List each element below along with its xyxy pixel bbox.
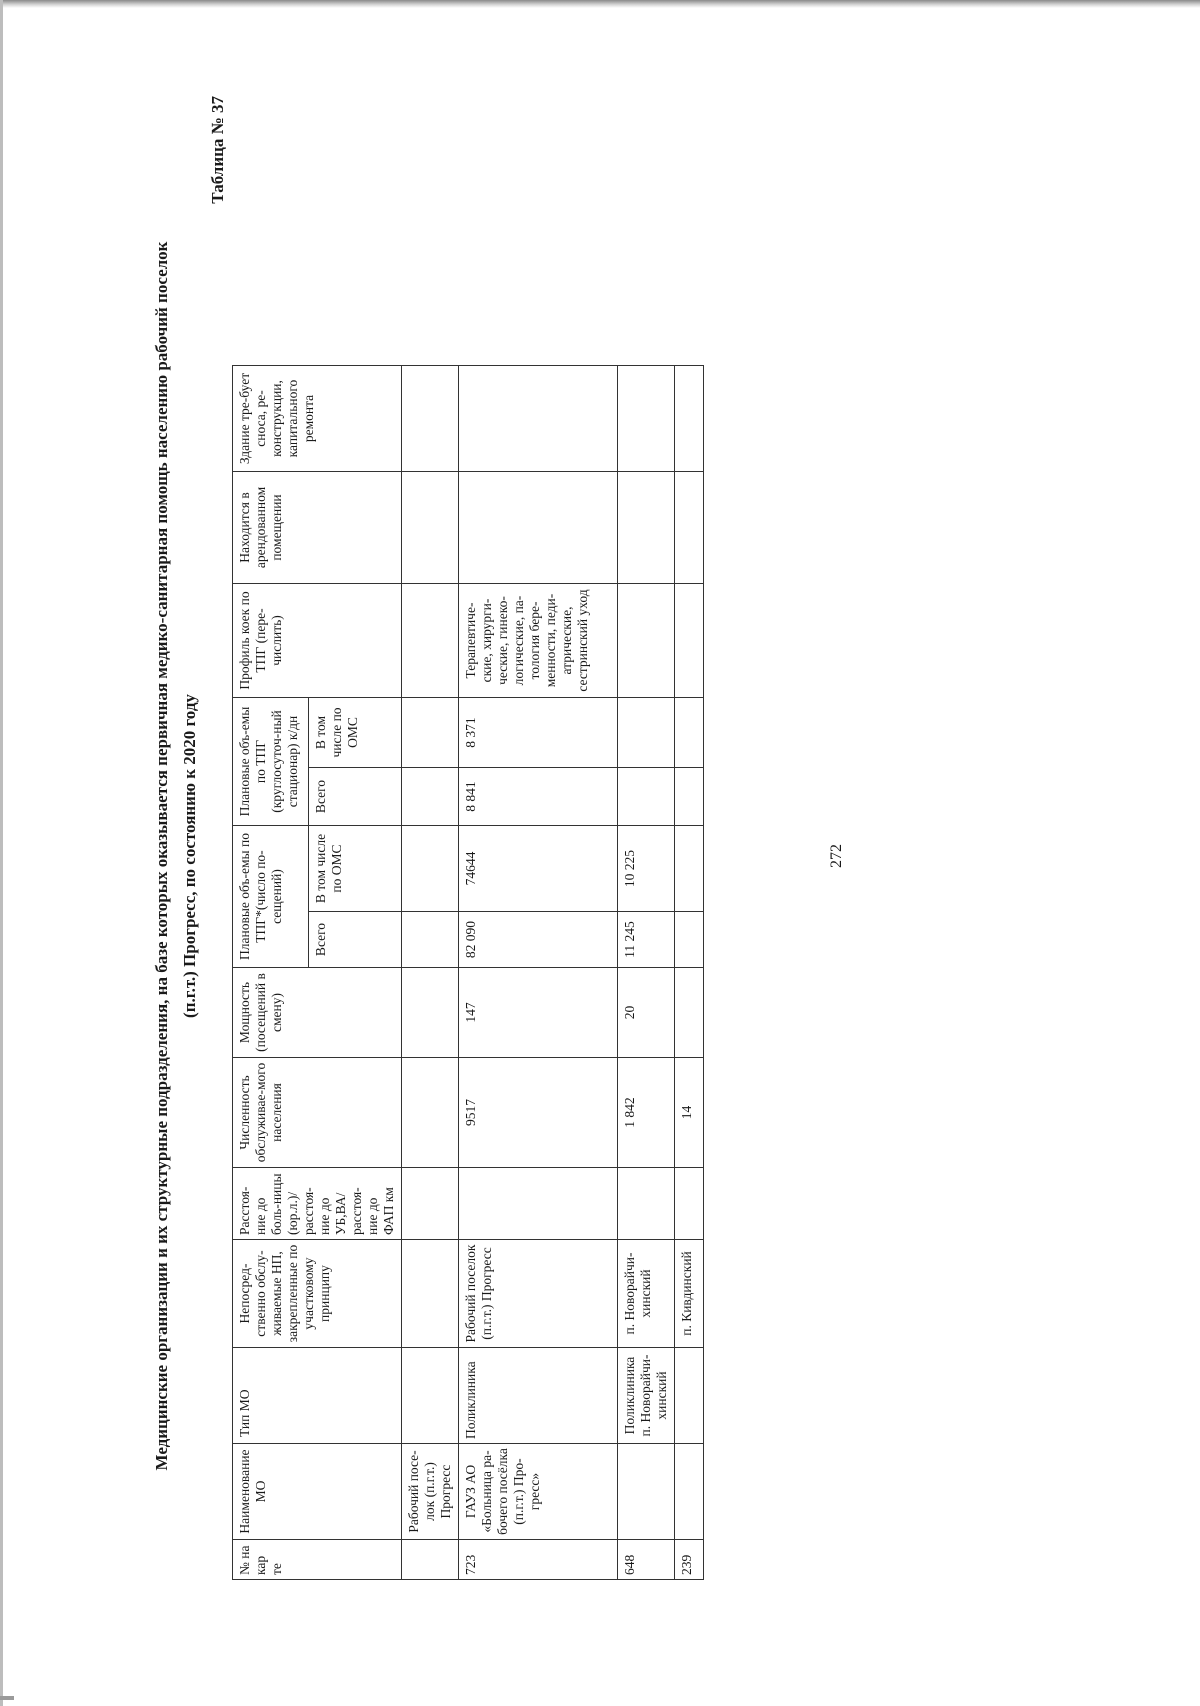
header-population: Численность обслуживае-мого населения — [233, 1058, 402, 1168]
cell-beds-total — [675, 768, 704, 826]
cell-rented — [675, 472, 704, 584]
cell-mo-name — [618, 1444, 675, 1540]
cell-mo-type: Поликлиника п. Новорайчи-хинский — [618, 1348, 675, 1444]
title-line-1: Медицинские организации и их структурные подразделения, на базе которых оказывается первичная медико-санитарная помощь населению рабочий поселок — [152, 241, 171, 1471]
cell-beds-total: 8 841 — [459, 768, 618, 826]
cell-beds-oms — [618, 698, 675, 768]
cell-mo-name: Рабочий посе-лок (п.г.т.) Прогресс — [402, 1444, 459, 1540]
cell-no: 239 — [675, 1540, 704, 1580]
header-mo-name: Наименование МО — [233, 1444, 402, 1540]
cell-demolition — [618, 366, 675, 472]
cell-demolition — [675, 366, 704, 472]
table-row — [618, 366, 675, 1580]
header-no: № на кар те — [233, 1540, 402, 1580]
cell-np: п. Кивдинский — [675, 1240, 704, 1348]
header-demolition: Здание тре-бует сноса, ре-конструкции, капитального ремонта — [233, 366, 402, 472]
table-number: Таблица № 37 — [208, 96, 227, 204]
cell-visits-total: 82 090 — [459, 912, 618, 968]
cell-capacity — [402, 968, 459, 1058]
table-row — [459, 366, 618, 1580]
cell-beds-oms — [675, 698, 704, 768]
cell-capacity: 147 — [459, 968, 618, 1058]
cell-visits-oms: 74644 — [459, 826, 618, 912]
cell-capacity — [675, 968, 704, 1058]
header-visits: Плановые объ-емы по ТПГ*(число по-сещений) — [233, 826, 309, 968]
cell-mo-name: ГАУЗ АО «Больница ра-бочего посёлка (п.г.т.) Про-гресс» — [459, 1444, 618, 1540]
header-np: Непосред-ственно обслу-живаемые НП, закрепленные по участковому принципу — [233, 1240, 402, 1348]
cell-mo-type — [675, 1348, 704, 1444]
table-row — [402, 366, 459, 1580]
cell-distance — [675, 1168, 704, 1240]
cell-rented — [459, 472, 618, 584]
cell-distance — [618, 1168, 675, 1240]
cell-np — [402, 1240, 459, 1348]
table-row — [675, 366, 704, 1580]
page-number: 272 — [828, 844, 845, 868]
cell-mo-type: Поликлиника — [459, 1348, 618, 1444]
cell-no — [402, 1540, 459, 1580]
cell-no: 648 — [618, 1540, 675, 1580]
header-visits-total: Всего — [309, 912, 402, 968]
facilities-table — [232, 365, 704, 1580]
cell-visits-total — [402, 912, 459, 968]
cell-no: 723 — [459, 1540, 618, 1580]
header-beds: Плановые объ-емы по ТПГ (круглосуточ-ный стационар) к/дн — [233, 698, 309, 826]
header-rented: Находится в арендованном помещении — [233, 472, 402, 584]
cell-profile — [675, 584, 704, 698]
cell-beds-total — [618, 768, 675, 826]
cell-beds-oms — [402, 698, 459, 768]
header-visits-oms: В том числе по ОМС — [309, 826, 402, 912]
document-title — [148, 106, 204, 1606]
cell-demolition — [402, 366, 459, 472]
cell-population — [402, 1058, 459, 1168]
header-mo-type: Тип МО — [233, 1348, 402, 1444]
title-line-2: (п.г.т.) Прогресс, по состоянию к 2020 году — [180, 694, 199, 1018]
cell-visits-oms — [402, 826, 459, 912]
cell-mo-type — [402, 1348, 459, 1444]
cell-profile — [402, 584, 459, 698]
cell-population: 1 842 — [618, 1058, 675, 1168]
header-row-1 — [233, 366, 309, 1580]
cell-visits-oms — [675, 826, 704, 912]
cell-population: 14 — [675, 1058, 704, 1168]
header-beds-total: Всего — [309, 768, 402, 826]
cell-beds-total — [402, 768, 459, 826]
cell-distance — [459, 1168, 618, 1240]
cell-beds-oms: 8 371 — [459, 698, 618, 768]
cell-visits-oms: 10 225 — [618, 826, 675, 912]
cell-visits-total: 11 245 — [618, 912, 675, 968]
header-distance: Расстоя-ние до боль-ницы (юр.л.)/ расстоя-ние до УБ,ВА/ расстоя-ние до ФАП км — [233, 1168, 402, 1240]
cell-distance — [402, 1168, 459, 1240]
header-profile: Профиль коек по ТПГ (пере-числить) — [233, 584, 402, 698]
cell-rented — [618, 472, 675, 584]
cell-population: 9517 — [459, 1058, 618, 1168]
header-beds-oms: В том числе по ОМС — [309, 698, 402, 768]
cell-profile — [618, 584, 675, 698]
header-capacity: Мощность (посещений в смену) — [233, 968, 402, 1058]
cell-rented — [402, 472, 459, 584]
cell-np: Рабочий поселок (п.г.т.) Прогресс — [459, 1240, 618, 1348]
cell-visits-total — [675, 912, 704, 968]
cell-profile: Терапевтиче-ские, хирурги-ческие, гинеко-логические, па-тология бере-менности, педи-атрические, сестринский уход — [459, 584, 618, 698]
cell-capacity: 20 — [618, 968, 675, 1058]
cell-demolition — [459, 366, 618, 472]
cell-np: п. Новорайчи-хинский — [618, 1240, 675, 1348]
cell-mo-name — [675, 1444, 704, 1540]
